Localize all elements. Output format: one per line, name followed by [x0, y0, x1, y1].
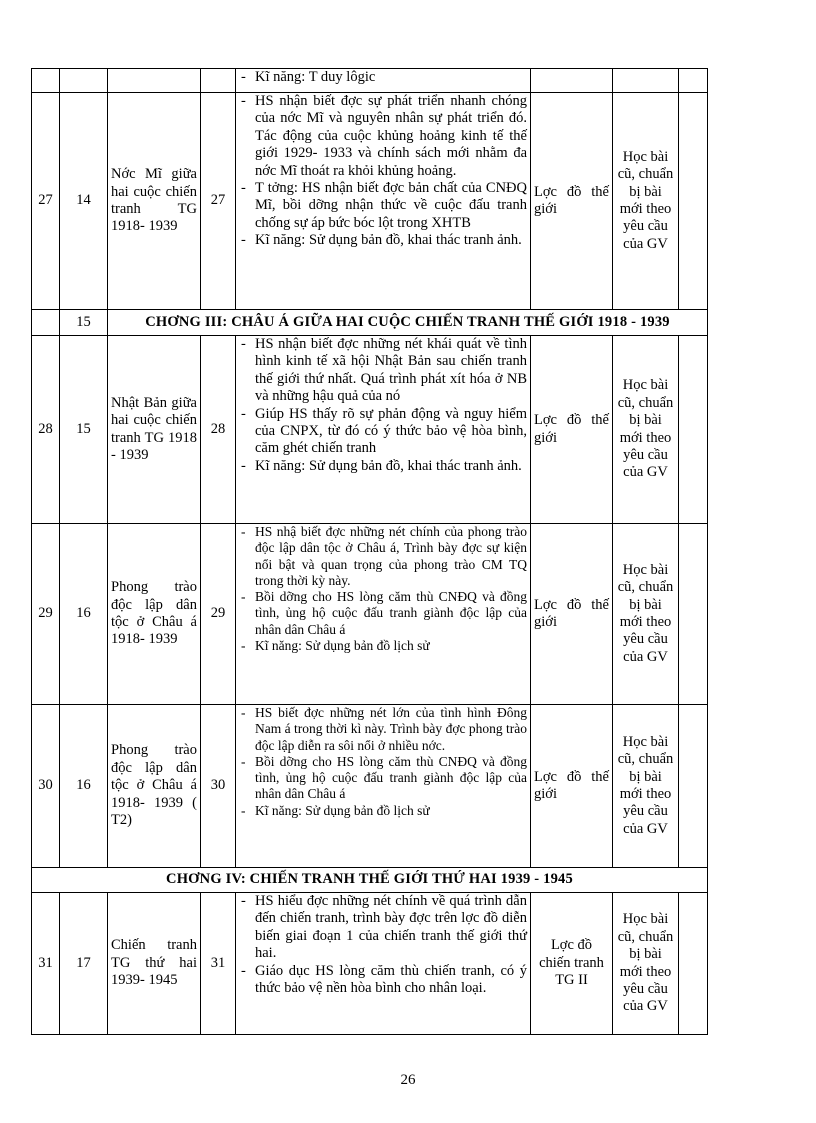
equipment: Lợc đồ thế giới — [531, 93, 613, 310]
content-item: - HS nhận biết đợc sự phát triển nhanh chóng của nớc Mĩ và nguyên nhân sự phát triển đó. Tác động của cuộc khủng hoảng kinh tế thế giới 1929- 1933 và chính sách mới nhằm đa nớc Mĩ thoát ra khỏi khủng hoảng. — [239, 93, 527, 180]
week-number: 17 — [60, 893, 108, 1035]
week-number: 15 — [60, 310, 108, 336]
content-item: - Bồi dỡng cho HS lòng căm thù CNĐQ và đồng tình, ủng hộ cuộc đấu tranh giành độc lập của nhân dân Châu á — [239, 589, 527, 638]
equipment: Lợc đồ thế giới — [531, 524, 613, 705]
lesson-number: 28 — [32, 336, 60, 524]
content-item: - T tởng: HS nhận biết đợc bản chất của CNĐQ Mĩ, bồi dỡng nhận thức về cuộc đấu tranh chống sự áp bức bóc lột trong XHTB — [239, 180, 527, 232]
lesson-title: Nhật Bản giữa hai cuộc chiến tranh TG 1918 - 1939 — [108, 336, 201, 524]
equipment: Lợc đồ thế giới — [531, 336, 613, 524]
week-number: 15 — [60, 336, 108, 524]
week-number: 14 — [60, 93, 108, 310]
curriculum-table — [31, 68, 708, 1035]
content-item: - Kĩ năng: Sử dụng bản đồ, khai thác tranh ảnh. — [239, 232, 527, 249]
period-number: 29 — [201, 524, 236, 705]
preparation: Học bài cũ, chuẩn bị bài mới theo yêu cầu của GV — [613, 93, 679, 310]
content-item: - HS nhậ biết đợc những nét chính của phong trào độc lập dân tộc ở Châu á, Trình bày đợc sự kiện nổi bật và quan trọng của phong trào CM TQ trong thời kỳ này. — [239, 524, 527, 589]
preparation: Học bài cũ, chuẩn bị bài mới theo yêu cầu của GV — [613, 524, 679, 705]
lesson-number: 30 — [32, 705, 60, 868]
preparation: Học bài cũ, chuẩn bị bài mới theo yêu cầu của GV — [613, 893, 679, 1035]
lesson-title: Phong trào độc lập dân tộc ở Châu á 1918- 1939 ( T2) — [108, 705, 201, 868]
chapter-row — [32, 868, 708, 893]
period-number: 27 — [201, 93, 236, 310]
table-row — [32, 893, 708, 1035]
period-number: 30 — [201, 705, 236, 868]
table-row — [32, 705, 708, 868]
table-row — [32, 524, 708, 705]
period-number: 31 — [201, 893, 236, 1035]
table-row — [32, 336, 708, 524]
equipment: Lợc đồ chiến tranh TG II — [531, 893, 613, 1035]
table-row — [32, 93, 708, 310]
content-item: - Kĩ năng: Sử dụng bản đồ lịch sử — [239, 803, 527, 819]
chapter-row — [32, 310, 708, 336]
content-item: - Kĩ năng: T duy lôgic — [239, 69, 527, 86]
content-item: - Kĩ năng: Sử dụng bản đồ lịch sử — [239, 638, 527, 654]
preparation: Học bài cũ, chuẩn bị bài mới theo yêu cầu của GV — [613, 336, 679, 524]
table-row — [32, 69, 708, 93]
lesson-title: Phong trào độc lập dân tộc ở Châu á 1918- 1939 — [108, 524, 201, 705]
lesson-number: 27 — [32, 93, 60, 310]
content-item: - Giúp HS thấy rõ sự phản động và nguy hiểm của CNPX, từ đó có ý thức bảo vệ hòa bình, căm ghét chiến tranh — [239, 406, 527, 458]
page-number: 26 — [400, 1072, 416, 1088]
week-number: 16 — [60, 705, 108, 868]
period-number: 28 — [201, 336, 236, 524]
lesson-number: 31 — [32, 893, 60, 1035]
lesson-title: Chiến tranh TG thứ hai 1939- 1945 — [108, 893, 201, 1035]
content-item: - Bồi dỡng cho HS lòng căm thù CNĐQ và đồng tình, ủng hộ cuộc đấu tranh giành độc lập của nhân dân Châu á — [239, 754, 527, 803]
content-item: - HS nhận biết đợc những nét khái quát về tình hình kinh tế xã hội Nhật Bản sau chiến tranh thế giới thứ nhất. Quá trình phát xít hóa ở NB và những hậu quả của nó — [239, 336, 527, 406]
content-item: - Giáo dục HS lòng căm thù chiến tranh, có ý thức bảo vệ nền hòa bình cho nhân loại. — [239, 963, 527, 998]
chapter-title: CHƠNG IV: CHIẾN TRANH THẾ GIỚI THỨ HAI 1939 - 1945 — [32, 868, 708, 893]
lesson-title: Nớc Mĩ giữa hai cuộc chiến tranh TG 1918- 1939 — [108, 93, 201, 310]
content-item: - Kĩ năng: Sử dụng bản đồ, khai thác tranh ảnh. — [239, 458, 527, 475]
chapter-title: CHƠNG III: CHÂU Á GIỮA HAI CUỘC CHIẾN TRANH THẾ GIỚI 1918 - 1939 — [108, 310, 708, 336]
preparation: Học bài cũ, chuẩn bị bài mới theo yêu cầu của GV — [613, 705, 679, 868]
week-number: 16 — [60, 524, 108, 705]
lesson-number: 29 — [32, 524, 60, 705]
content-item: - HS hiểu đợc những nét chính về quá trình dẫn đến chiến tranh, trình bày đợc trên lợc đồ diễn biến giai đoạn 1 của chiến tranh thế giới thứ hai. — [239, 893, 527, 963]
content-item: - HS biết đợc những nét lớn của tình hình Đông Nam á trong thời kì này. Trình bày đợc phong trào độc lập diễn ra sôi nổi ở nhiều nớc. — [239, 705, 527, 754]
equipment: Lợc đồ thế giới — [531, 705, 613, 868]
